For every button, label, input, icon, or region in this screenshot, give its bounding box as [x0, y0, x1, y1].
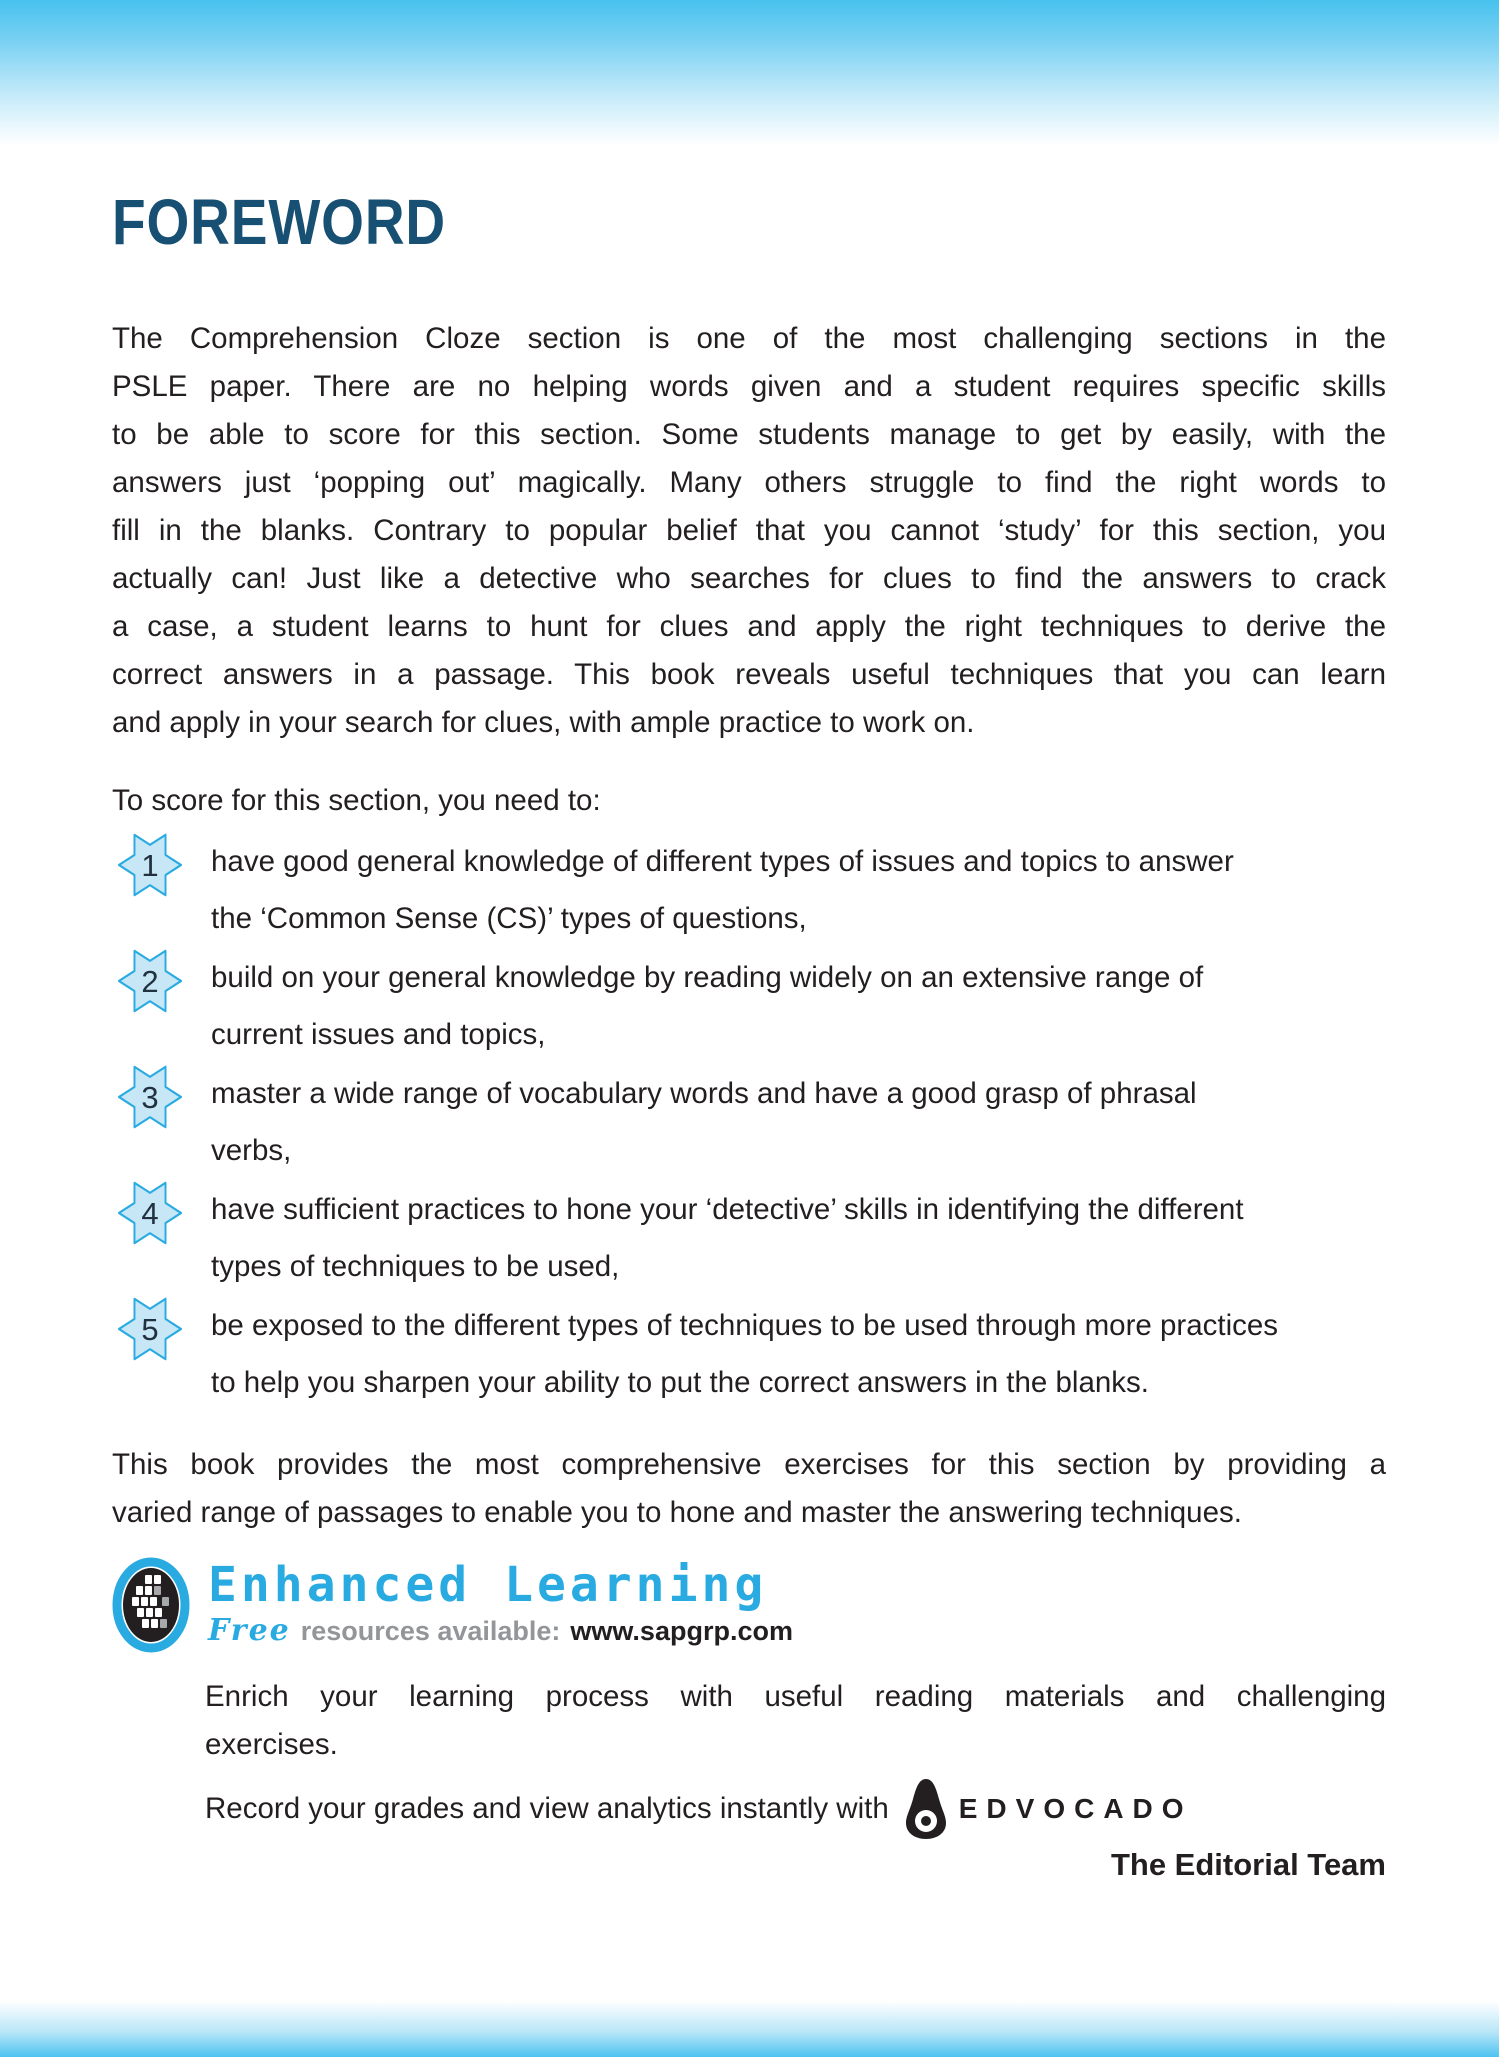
- list-item: [112, 949, 1386, 1063]
- page-title: FOREWORD: [112, 186, 447, 258]
- star-number: 2: [141, 964, 159, 999]
- enhanced-learning-logo-icon: [112, 1557, 190, 1653]
- paragraph-line: fill in the blanks. Contrary to popular belief that you cannot ‘study’ for this section, you: [112, 514, 1386, 547]
- list-line: to help you sharpen your ability to put the correct answers in the blanks.: [211, 1366, 1149, 1399]
- paragraph-line: varied range of passages to enable you to hone and master the answering techniques.: [112, 1496, 1242, 1529]
- list-line: build on your general knowledge by reading widely on an extensive range of: [211, 961, 1204, 994]
- paragraph-line: This book provides the most comprehensive exercises for this section by providing a: [112, 1448, 1386, 1481]
- star-number: 1: [141, 848, 159, 883]
- edvocado-wordmark: EDVOCADO: [958, 1793, 1193, 1824]
- signoff: The Editorial Team: [1110, 1847, 1386, 1882]
- free-resources-line: [208, 1613, 793, 1648]
- bottom-gradient-banner: [0, 2001, 1499, 2057]
- star-bullet: [118, 1293, 182, 1365]
- list-line: current issues and topics,: [211, 1018, 546, 1051]
- star-bullet: [118, 945, 182, 1017]
- star-bullet: [118, 829, 182, 901]
- list-item-text: [211, 949, 1386, 1063]
- free-label: Free: [208, 1613, 291, 1648]
- website-url: www.sapgrp.com: [570, 1616, 793, 1646]
- list-item: [112, 833, 1386, 947]
- record-grades-line: [205, 1777, 1386, 1841]
- paragraph-line: PSLE paper. There are no helping words given and a student requires specific skills: [112, 370, 1386, 403]
- paragraph-line: exercises.: [205, 1728, 338, 1761]
- list-item: [112, 1065, 1386, 1179]
- numbered-list: [112, 833, 1386, 1411]
- star-bullet: [118, 1061, 182, 1133]
- enhanced-learning-text: [208, 1557, 793, 1648]
- list-item-text: [211, 1181, 1386, 1295]
- list-line: have sufficient practices to hone your ‘detective’ skills in identifying the different: [211, 1193, 1244, 1226]
- edvocado-logo-icon: [903, 1777, 949, 1841]
- list-line: types of techniques to be used,: [211, 1250, 620, 1283]
- list-line: the ‘Common Sense (CS)’ types of questions,: [211, 902, 807, 935]
- list-item: [112, 1297, 1386, 1411]
- list-line: be exposed to the different types of techniques to be used through more practices: [211, 1309, 1279, 1342]
- enhanced-learning-title: Enhanced Learning: [208, 1557, 768, 1613]
- list-item-text: [211, 1065, 1386, 1179]
- enhanced-learning-block: [112, 1557, 1386, 1653]
- paragraph-line: a case, a student learns to hunt for clues and apply the right techniques to derive the: [112, 610, 1386, 643]
- star-number: 4: [141, 1196, 159, 1231]
- page-content: [112, 187, 1386, 1883]
- list-line: verbs,: [211, 1134, 292, 1167]
- closing-paragraph: [112, 1441, 1386, 1537]
- paragraph-line: answers just ‘popping out’ magically. Many others struggle to find the right words to: [112, 466, 1386, 499]
- paragraph-line: The Comprehension Cloze section is one of the most challenging sections in the: [112, 322, 1386, 355]
- list-item: [112, 1181, 1386, 1295]
- paragraph-line: correct answers in a passage. This book reveals useful techniques that you can learn: [112, 658, 1386, 691]
- star-bullet: [118, 1177, 182, 1249]
- enrich-paragraph: [205, 1673, 1386, 1769]
- intro-paragraph: [112, 315, 1386, 747]
- resources-label: resources available:: [300, 1616, 561, 1646]
- list-intro: To score for this section, you need to:: [112, 784, 601, 817]
- paragraph-line: and apply in your search for clues, with ample practice to work on.: [112, 706, 975, 739]
- paragraph-line: to be able to score for this section. Some students manage to get by easily, with the: [112, 418, 1386, 451]
- list-line: master a wide range of vocabulary words and have a good grasp of phrasal: [211, 1077, 1197, 1110]
- top-gradient-banner: [0, 0, 1499, 145]
- list-item-text: [211, 1297, 1386, 1411]
- list-item-text: [211, 833, 1386, 947]
- star-number: 3: [141, 1080, 159, 1115]
- star-number: 5: [141, 1312, 159, 1347]
- paragraph-line: Enrich your learning process with useful reading materials and challenging: [205, 1680, 1386, 1713]
- paragraph-line: actually can! Just like a detective who searches for clues to find the answers to crack: [112, 562, 1386, 595]
- list-line: have good general knowledge of different types of issues and topics to answer: [211, 845, 1234, 878]
- record-grades-text: Record your grades and view analytics instantly with: [205, 1792, 889, 1825]
